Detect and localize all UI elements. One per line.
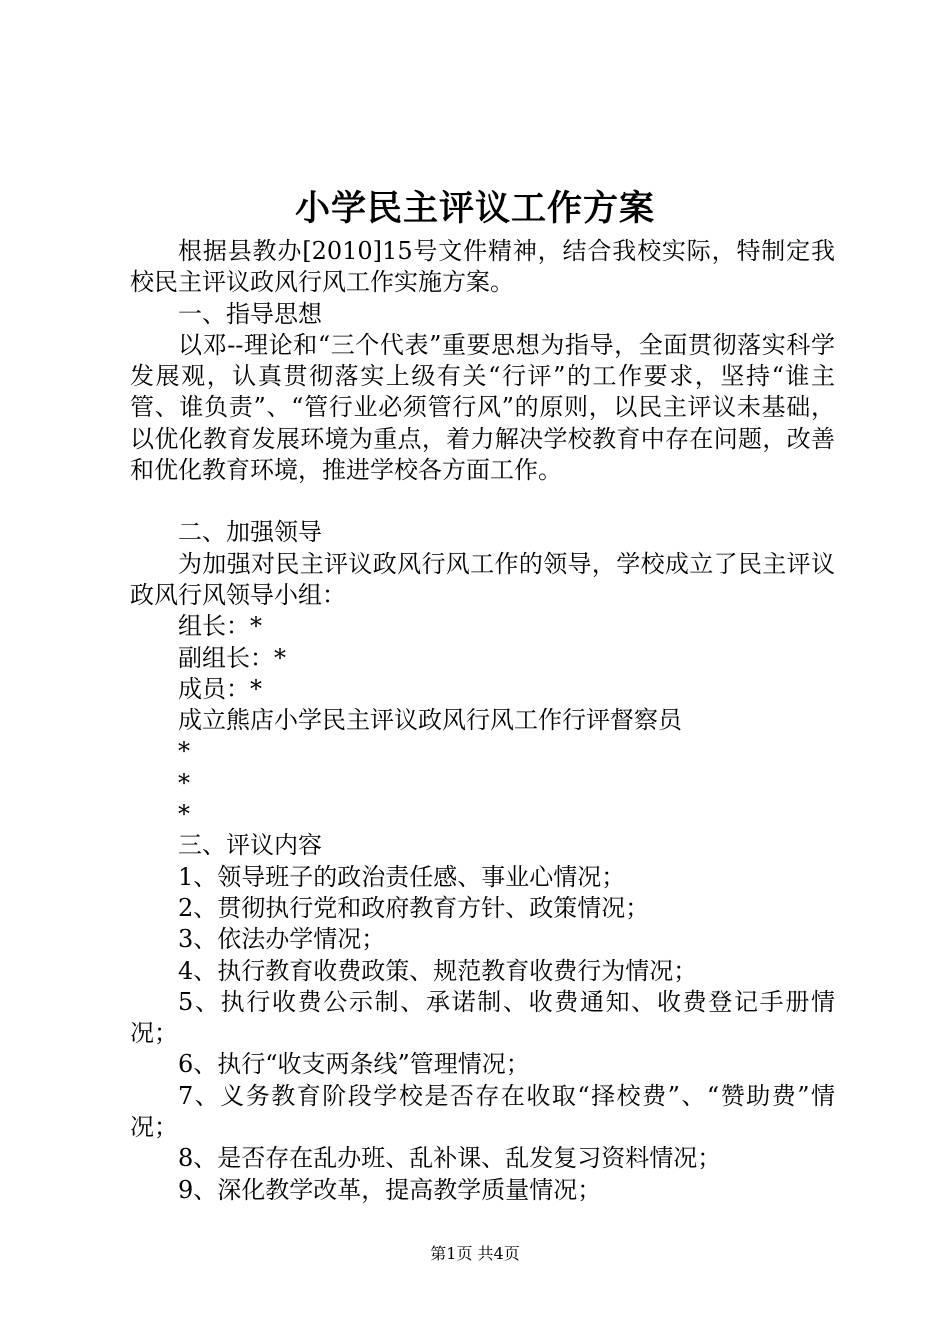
list-item: 4、执行教育收费政策、规范教育收费行为情况； (178, 956, 698, 985)
list-item: 8、是否存在乱办班、乱补课、乱发复习资料情况； (178, 1144, 722, 1173)
list-item: 1、领导班子的政治责任感、事业心情况； (178, 862, 626, 891)
list-item: 2、贯彻执行党和政府教育方针、政策情况； (178, 893, 650, 922)
list-item: 5、执行收费公示制、承诺制、收费通知、收费登记手册情况； (130, 987, 835, 1048)
star-line: * (178, 768, 190, 797)
list-item: 9、深化教学改革，提高教学质量情况； (178, 1175, 602, 1204)
star-line: * (178, 800, 190, 829)
leadership-paragraph: 为加强对民主评议政风行风工作的领导，学校成立了民主评议政风行风领导小组： (130, 549, 835, 609)
page-footer: 第1页 共4页 (430, 1244, 520, 1263)
list-item: 7、义务教育阶段学校是否存在收取“择校费”、“赞助费”情况； (130, 1081, 835, 1142)
section-heading-3: 三、评议内容 (178, 831, 322, 860)
section-heading-1: 一、指导思想 (178, 299, 322, 328)
document-title: 小学民主评议工作方案 (294, 188, 655, 229)
list-item: 6、执行“收支两条线”管理情况； (178, 1050, 530, 1079)
list-item: 3、依法办学情况； (178, 925, 386, 954)
star-line: * (178, 737, 190, 766)
intro-paragraph: 根据县教办[2010]15号文件精神，结合我校实际，特制定我校民主评议政风行风工作实施方案。 (130, 237, 835, 297)
members-line: 成员：* (178, 674, 262, 703)
supervisor-line: 成立熊店小学民主评议政风行风工作行评督察员 (178, 706, 682, 735)
blank-line (130, 486, 835, 517)
vice-leader-line: 副组长：* (178, 643, 286, 672)
document-body (130, 236, 835, 1206)
guide-paragraph: 以邓--理论和“三个代表”重要思想为指导，全面贯彻落实科学发展观，认真贯彻落实上级有关“行评”的工作要求，坚持“谁主管、谁负责”、“管行业必须管行风”的原则，以民主评议未基础，以优化教育发展环境为重点，着力解决学校教育中存在问题，改善和优化教育环境，推进学校各方面工作。 (130, 330, 835, 485)
leader-line: 组长：* (178, 612, 262, 641)
section-heading-2: 二、加强领导 (178, 518, 322, 547)
